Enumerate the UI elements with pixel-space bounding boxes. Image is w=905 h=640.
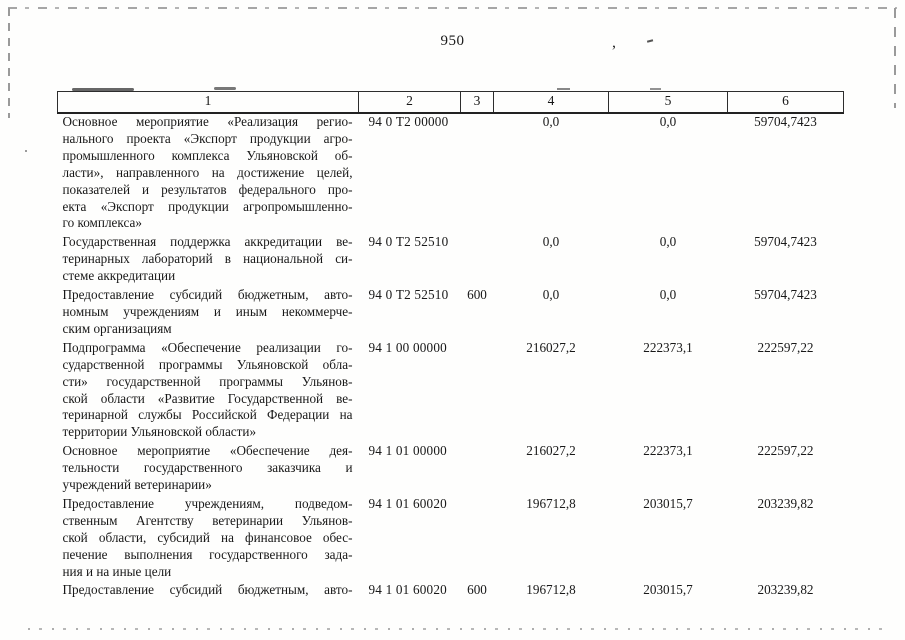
- table-row: [58, 113, 844, 234]
- amount-cell: 196712,8: [526, 582, 576, 598]
- budget-code-cell: 94 1 01 60020: [368, 495, 447, 511]
- expense-type-cell: [461, 443, 494, 496]
- text-line: сти» государственной программы Ульянов-: [62, 373, 353, 389]
- ink-smudge: [214, 87, 236, 90]
- table-row: [58, 443, 844, 496]
- text-line: ласти», направленного на достижение целей,: [62, 164, 353, 180]
- text-line: показателей и результатов федерального про-: [62, 181, 353, 197]
- expense-type-cell: [461, 340, 494, 443]
- amount-cell: 59704,7423: [754, 234, 817, 250]
- text-line: ским организациям: [62, 320, 172, 336]
- amount-cell: 222597,22: [757, 443, 814, 459]
- text-line: Предоставление субсидий бюджетным, авто-: [62, 287, 353, 303]
- amount-cell: 216027,2: [526, 339, 576, 355]
- scan-edge-bottom: [28, 628, 890, 630]
- text-line: ской области «Развитие Государственной ве-: [62, 390, 353, 406]
- program-name-cell: [58, 340, 359, 443]
- scan-edge-top: [8, 7, 897, 9]
- text-line: номным учреждениям и иным некоммерче-: [62, 303, 353, 319]
- amount-cell: 216027,2: [526, 443, 576, 459]
- budget-code-cell: 94 0 Т2 52510: [368, 287, 449, 303]
- text-line: ственным Агентству ветеринарии Ульянов-: [62, 512, 353, 528]
- amount-cell: 0,0: [659, 234, 677, 250]
- budget-code-cell: 94 1 01 60020: [368, 582, 447, 598]
- text-line: теринарных лабораторий в национальной си-: [62, 251, 353, 267]
- amount-cell: 0,0: [542, 114, 560, 129]
- program-name-cell: [58, 582, 359, 601]
- table-column-number-header: [58, 92, 844, 114]
- budget-code-cell: 94 1 00 00000: [368, 339, 447, 355]
- amount-cell: 59704,7423: [754, 114, 817, 129]
- text-line: Основное мероприятие «Обеспечение дея-: [62, 443, 353, 459]
- ink-smudge: [650, 88, 661, 90]
- program-name-cell: [58, 234, 359, 287]
- text-line: Государственная поддержка аккредитации ве-: [62, 234, 353, 250]
- table-row: [58, 234, 844, 287]
- text-line: теринарной службы Российской Федерации на: [62, 407, 353, 423]
- text-line: тельности государственного заказчика и: [62, 460, 353, 476]
- budget-code-cell: 94 1 01 00000: [368, 443, 447, 459]
- page-number: 950: [440, 33, 465, 49]
- amount-cell: 0,0: [542, 234, 560, 250]
- column-header-5: 5: [609, 92, 728, 114]
- amount-cell: 0,0: [659, 114, 677, 129]
- scan-edge-right: [894, 8, 896, 108]
- text-line: стеме аккредитации: [62, 268, 176, 284]
- budget-code-cell: 94 0 Т2 00000: [368, 114, 449, 129]
- expense-type-cell: [461, 234, 494, 287]
- text-line: Предоставление учреждениям, подведом-: [62, 495, 353, 511]
- scan-speck: [25, 150, 27, 152]
- amount-cell: 196712,8: [526, 495, 576, 511]
- table-row: [58, 340, 844, 443]
- amount-cell: 203239,82: [757, 582, 814, 598]
- table-row: [58, 287, 844, 340]
- amount-cell: 222373,1: [643, 443, 693, 459]
- table-row: [58, 582, 844, 601]
- text-line: Основное мероприятие «Реализация регио-: [62, 114, 353, 129]
- program-name-cell: [58, 113, 359, 234]
- column-header-6: 6: [728, 92, 844, 114]
- expense-type-cell: [461, 113, 494, 234]
- text-line: Подпрограмма «Обеспечение реализации го-: [62, 339, 353, 355]
- comma-artifact: ,: [612, 34, 616, 51]
- amount-cell: 59704,7423: [754, 287, 817, 303]
- amount-cell: 0,0: [542, 287, 560, 303]
- text-line: учреждений ветеринарии»: [62, 477, 212, 493]
- amount-cell: 203239,82: [757, 495, 814, 511]
- text-line: ской области, субсидий на финансовое обес-: [62, 529, 353, 545]
- text-line: ния и на иные цели: [62, 563, 172, 579]
- text-line: го комплекса»: [62, 215, 142, 231]
- ink-smudge: [557, 88, 570, 90]
- expense-type-cell: [461, 496, 494, 583]
- budget-code-cell: 94 0 Т2 52510: [368, 234, 449, 250]
- text-line: территории Ульяновской области»: [62, 424, 257, 440]
- amount-cell: 203015,7: [643, 495, 693, 511]
- scan-edge-left: [8, 8, 10, 118]
- text-line: нального проекта «Экспорт продукции агро-: [62, 130, 353, 146]
- amount-cell: 222597,22: [757, 339, 814, 355]
- program-name-cell: [58, 496, 359, 583]
- text-line: промышленного комплекса Ульяновской об-: [62, 147, 353, 163]
- amount-cell: 203015,7: [643, 582, 693, 598]
- budget-appropriations-table: [57, 91, 844, 601]
- column-header-1: 1: [58, 92, 359, 114]
- column-header-4: 4: [494, 92, 609, 114]
- program-name-cell: [58, 287, 359, 340]
- program-name-cell: [58, 443, 359, 496]
- text-line: сударственной программы Ульяновской обла-: [62, 356, 353, 372]
- amount-cell: 222373,1: [643, 339, 693, 355]
- column-header-3: 3: [461, 92, 494, 114]
- table-row: [58, 496, 844, 583]
- expense-type-cell: 600: [467, 582, 487, 598]
- text-line: Предоставление субсидий бюджетным, авто-: [62, 582, 353, 598]
- amount-cell: 0,0: [659, 287, 677, 303]
- expense-type-cell: 600: [467, 287, 487, 303]
- column-header-2: 2: [359, 92, 461, 114]
- text-line: печение выполнения государственного зада-: [62, 546, 353, 562]
- text-line: екта «Экспорт продукции агропромышленно-: [62, 198, 353, 214]
